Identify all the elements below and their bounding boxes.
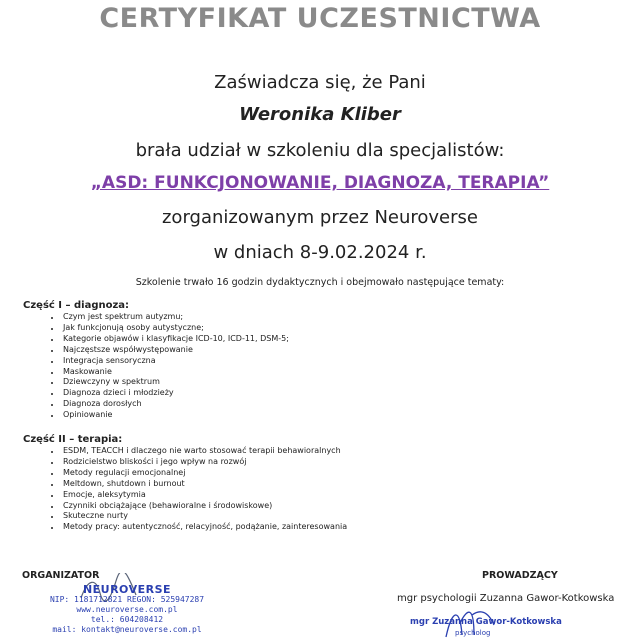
course-title: „ASD: FUNKCJONOWANIE, DIAGNOZA, TERAPIA” [90, 173, 550, 193]
part-2-section [23, 434, 347, 533]
organizer-line: zorganizowanym przez Neuroverse [161, 207, 478, 228]
list-item: • Opiniowanie [61, 410, 289, 421]
stamp-tel: tel.: 604208412 [90, 615, 164, 624]
list-item: • Najczęstsze współwystępowanie [61, 345, 289, 356]
attest-line: Zaświadcza się, że Pani [214, 72, 426, 93]
stamp-brand: NEUROVERSE [82, 583, 172, 596]
list-item: • Metody pracy: autentyczność, relacyjność, podążanie, zainteresowania [61, 522, 347, 533]
participant-name: Weronika Kliber [239, 104, 401, 125]
organizer-stamp [22, 585, 232, 635]
list-item: • Rodzicielstwo bliskości i jego wpływ na rozwój [61, 457, 347, 468]
list-item: • Dziewczyny w spektrum [61, 377, 289, 388]
stamp-mail: mail: kontakt@neuroverse.com.pl [52, 625, 202, 634]
list-item: • Diagnoza dorosłych [61, 399, 289, 410]
part-1-section [23, 300, 289, 421]
list-item: • Integracja sensoryczna [61, 356, 289, 367]
lead-stamp-subtitle: psycholog [455, 629, 491, 637]
lead-name: mgr psychologii Zuzanna Gawor-Kotkowska [397, 593, 615, 604]
list-item: • ESDM, TEACCH i dlaczego nie warto stosować terapii behawioralnych [61, 446, 347, 457]
organizer-label: ORGANIZATOR [22, 570, 100, 581]
list-item: • Jak funkcjonują osoby autystyczne; [61, 323, 289, 334]
list-item: • Maskowanie [61, 367, 289, 378]
list-item: • Emocje, aleksytymia [61, 490, 347, 501]
lead-label: PROWADZĄCY [482, 570, 558, 581]
list-item: • Czynniki obciążające (behawioralne i środowiskowe) [61, 501, 347, 512]
part-1-title: Część I – diagnoza: [23, 300, 130, 311]
stamp-web: www.neuroverse.com.pl [76, 605, 178, 614]
stamp-ids: NIP: 1181712821 REGON: 525947287 [49, 595, 205, 604]
participation-line: brała udział w szkoleniu dla specjalistów: [135, 140, 505, 161]
duration-line: Szkolenie trwało 16 godzin dydaktycznych i obejmowało następujące tematy: [135, 277, 505, 288]
lead-stamp: mgr Zuzanna Gawor-Kotkowska [410, 617, 562, 627]
list-item: • Czym jest spektrum autyzmu; [61, 312, 289, 323]
list-item: • Skuteczne nurty [61, 511, 347, 522]
list-item: • Metody regulacji emocjonalnej [61, 468, 347, 479]
list-item: • Meltdown, shutdown i burnout [61, 479, 347, 490]
list-item: • Kategorie objawów i klasyfikacje ICD-10, ICD-11, DSM-5; [61, 334, 289, 345]
date-line: w dniach 8-9.02.2024 r. [213, 242, 427, 263]
part-2-list [23, 446, 347, 533]
part-1-list [23, 312, 289, 421]
part-2-title: Część II – terapia: [23, 434, 123, 445]
list-item: • Diagnoza dzieci i młodzieży [61, 388, 289, 399]
certificate-title: CERTYFIKAT UCZESTNICTWA [99, 3, 541, 34]
